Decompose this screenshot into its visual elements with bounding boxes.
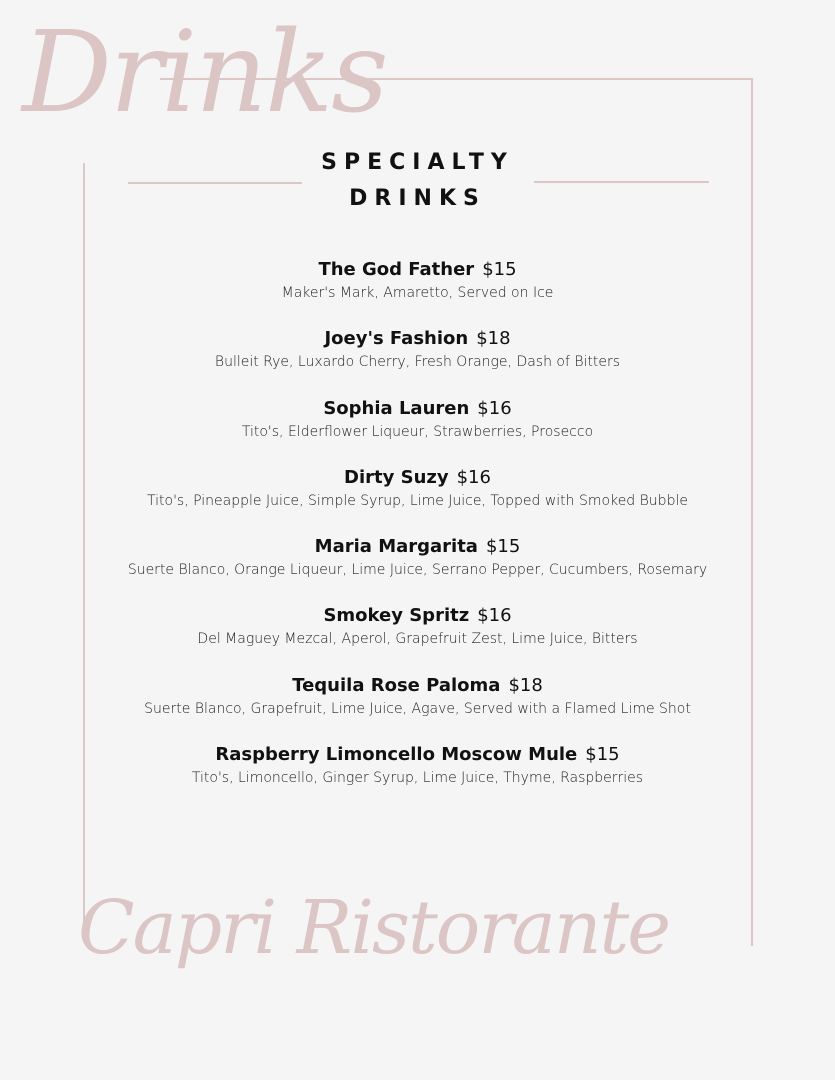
drink-price: $16 — [477, 605, 512, 627]
drink-description: Maker's Mark, Amaretto, Served on Ice — [281, 285, 554, 301]
drink-name: Dirty Suzy — [344, 466, 449, 488]
menu-item — [0, 397, 835, 466]
menu-item — [0, 258, 835, 327]
drink-name: The God Father — [318, 259, 475, 280]
drink-name: Sophia Lauren — [323, 397, 470, 419]
section-title-line2: DRINKS — [349, 186, 486, 211]
drink-description: Tito's, Limoncello, Ginger Syrup, Lime Juice, Thyme, Raspberries — [191, 770, 644, 787]
drink-price: $16 — [456, 466, 491, 488]
drink-name: Maria Margarita — [314, 536, 478, 558]
menu-item — [0, 604, 835, 673]
drink-name: Joey's Fashion — [324, 328, 469, 350]
drink-price: $16 — [477, 397, 512, 419]
drink-price: $15 — [485, 536, 521, 558]
drink-price: $18 — [476, 328, 511, 350]
title-divider-right — [534, 181, 709, 183]
drink-price: $15 — [482, 259, 517, 280]
drinks-script-heading: Drinks — [22, 8, 387, 138]
drink-price: $15 — [585, 744, 620, 766]
section-title-line1: SPECIALTY — [321, 150, 514, 175]
drink-description: Tito's, Elderflower Liqueur, Strawberries, Prosecco — [241, 423, 594, 440]
drinks-list — [0, 258, 835, 812]
menu-item — [0, 466, 835, 535]
drink-name: Tequila Rose Paloma — [292, 674, 501, 696]
menu-item — [0, 327, 835, 396]
restaurant-name-script: Capri Ristorante — [78, 885, 670, 971]
menu-item — [0, 743, 835, 812]
title-divider-left — [128, 182, 302, 184]
menu-item — [0, 535, 835, 604]
drink-name: Smokey Spritz — [323, 605, 470, 627]
drink-name: Raspberry Limoncello Moscow Mule — [215, 744, 578, 766]
drink-description: Del Maguey Mezcal, Aperol, Grapefruit Zest, Lime Juice, Bitters — [197, 631, 638, 648]
drink-description: Suerte Blanco, Orange Liqueur, Lime Juice, Serrano Pepper, Cucumbers, Rosemary — [127, 562, 708, 579]
drink-description: Bulleit Rye, Luxardo Cherry, Fresh Orange, Dash of Bitters — [214, 354, 621, 371]
drink-price: $18 — [508, 674, 543, 696]
menu-item — [0, 674, 835, 743]
drink-description: Suerte Blanco, Grapefruit, Lime Juice, Agave, Served with a Flamed Lime Shot — [144, 700, 691, 717]
drink-description: Tito's, Pineapple Juice, Simple Syrup, Lime Juice, Topped with Smoked Bubble — [147, 492, 688, 509]
